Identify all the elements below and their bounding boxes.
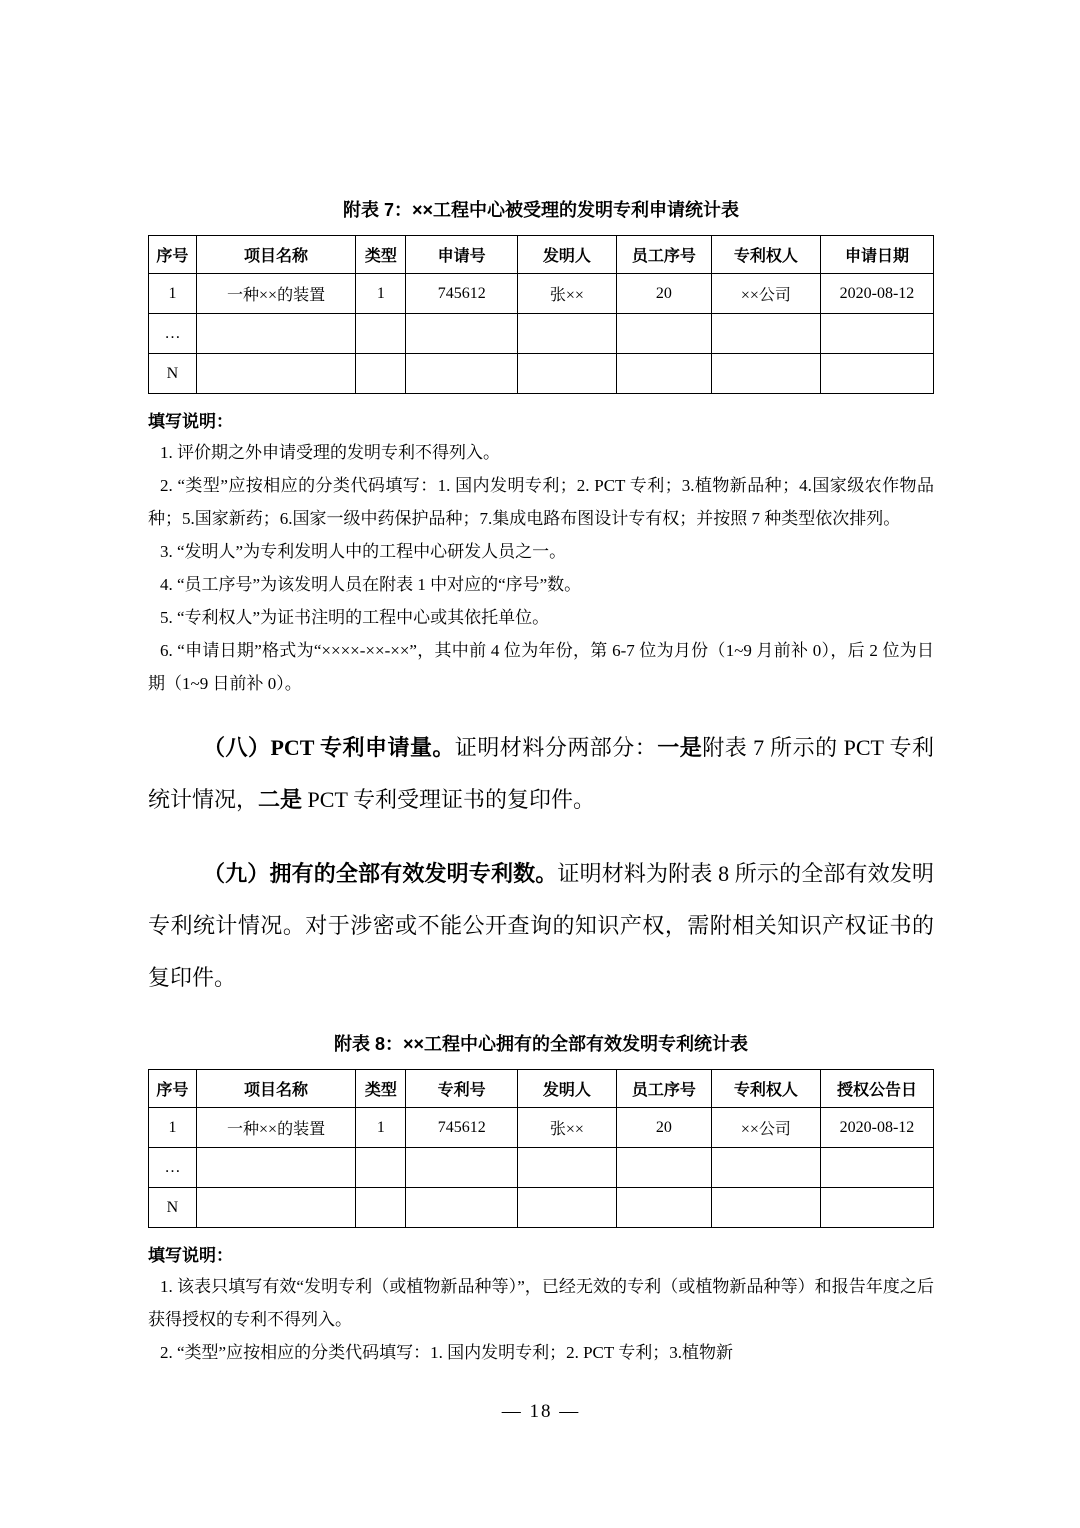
table-cell	[616, 314, 711, 354]
table-cell: 1	[149, 274, 197, 314]
column-header: 员工序号	[616, 1070, 711, 1108]
column-header: 专利权人	[711, 1070, 820, 1108]
table-cell: ××公司	[711, 274, 820, 314]
table-cell	[820, 1188, 933, 1228]
note-item: 2. “类型”应按相应的分类代码填写：1. 国内发明专利；2. PCT 专利；3.植物新	[160, 1343, 733, 1362]
table-cell	[616, 354, 711, 394]
table-cell	[356, 1188, 406, 1228]
table-cell	[196, 1188, 355, 1228]
table-cell: N	[149, 1188, 197, 1228]
table-cell	[356, 314, 406, 354]
note-item: 6. “申请日期”格式为“××××-××-××”，其中前 4 位为年份，第 6-7 位为月份（1~9 月前补 0），后 2 位为日期（1~9 日前补 0）。	[148, 641, 934, 693]
table-cell	[406, 1148, 517, 1188]
table-cell	[196, 314, 355, 354]
note-item: 1. 评价期之外申请受理的发明专利不得列入。	[160, 443, 500, 462]
paragraph-8-text: 证明材料分两部分：	[454, 735, 658, 760]
table-cell: …	[149, 314, 197, 354]
note-item: 3. “发明人”为专利发明人中的工程中心研发人员之一。	[160, 542, 567, 561]
column-header: 发明人	[517, 1070, 616, 1108]
column-header: 专利号	[406, 1070, 517, 1108]
table7-notes-title: 填写说明：	[148, 412, 233, 431]
table-cell: ××公司	[711, 1108, 820, 1148]
column-header: 申请日期	[820, 236, 933, 274]
column-header: 项目名称	[196, 1070, 355, 1108]
table-cell	[711, 1188, 820, 1228]
table-cell	[517, 1148, 616, 1188]
column-header: 序号	[149, 1070, 197, 1108]
column-header: 序号	[149, 236, 197, 274]
table-cell	[196, 354, 355, 394]
table7	[148, 235, 934, 394]
table-cell: 一种××的装置	[196, 1108, 355, 1148]
table-cell: 20	[616, 1108, 711, 1148]
table-cell	[517, 1188, 616, 1228]
note-item: 1. 该表只填写有效“发明专利（或植物新品种等）”，已经无效的专利（或植物新品种等）和报告年度之后获得授权的专利不得列入。	[148, 1277, 934, 1329]
table-row	[149, 1148, 934, 1188]
column-header: 类型	[356, 236, 406, 274]
column-header: 员工序号	[616, 236, 711, 274]
table-cell: 1	[149, 1108, 197, 1148]
table-cell	[406, 314, 517, 354]
table-cell: 张××	[517, 274, 616, 314]
table8-notes-title: 填写说明：	[148, 1246, 233, 1265]
column-header: 发明人	[517, 236, 616, 274]
paragraph-8-emphasis: 一是	[657, 735, 703, 760]
table7-header-row	[149, 236, 934, 274]
table-cell	[616, 1188, 711, 1228]
table-row	[149, 314, 934, 354]
note-item: 4. “员工序号”为该发明人员在附表 1 中对应的“序号”数。	[160, 575, 582, 594]
page-number: — 18 —	[501, 1401, 581, 1422]
column-header: 专利权人	[711, 236, 820, 274]
table-row	[149, 1108, 934, 1148]
table-row	[149, 354, 934, 394]
table-cell	[356, 1148, 406, 1188]
table-row	[149, 274, 934, 314]
table-cell: 20	[616, 274, 711, 314]
note-item: 2. “类型”应按相应的分类代码填写：1. 国内发明专利；2. PCT 专利；3.植物新品种；4.国家级农作物品种；5.国家新药；6.国家一级中药保护品种；7.集成电路布图设计专有权；并按照 7 种类型依次排列。	[148, 476, 934, 528]
table8	[148, 1069, 934, 1228]
column-header: 项目名称	[196, 236, 355, 274]
table-cell	[820, 314, 933, 354]
paragraph-9	[148, 848, 934, 1004]
table8-header-row	[149, 1070, 934, 1108]
paragraph-8-head: （八）PCT 专利申请量。	[203, 735, 455, 760]
table8-title: 附表 8：××工程中心拥有的全部有效发明专利统计表	[333, 1034, 749, 1054]
note-item: 5. “专利权人”为证书注明的工程中心或其依托单位。	[160, 608, 550, 627]
paragraph-8-text: 附表 7 所示的 PCT 专利统计情况，	[148, 735, 934, 812]
paragraph-8-emphasis: 二是	[258, 787, 303, 812]
table-cell	[820, 354, 933, 394]
table-cell	[711, 314, 820, 354]
table-cell: 1	[356, 274, 406, 314]
table-cell: 2020-08-12	[820, 274, 933, 314]
table-cell: 2020-08-12	[820, 1108, 933, 1148]
table-cell	[406, 1188, 517, 1228]
table-cell	[406, 354, 517, 394]
table-cell	[616, 1148, 711, 1188]
table-cell: 1	[356, 1108, 406, 1148]
table-cell: 745612	[406, 1108, 517, 1148]
table-cell: 一种××的装置	[196, 274, 355, 314]
table-row	[149, 1188, 934, 1228]
table-cell	[356, 354, 406, 394]
column-header: 类型	[356, 1070, 406, 1108]
paragraph-8-text: PCT 专利受理证书的复印件。	[302, 787, 595, 812]
table-cell: …	[149, 1148, 197, 1188]
table-cell: N	[149, 354, 197, 394]
table7-title: 附表 7：××工程中心被受理的发明专利申请统计表	[342, 200, 740, 220]
table-cell: 张××	[517, 1108, 616, 1148]
table-cell	[711, 354, 820, 394]
table-cell: 745612	[406, 274, 517, 314]
table-cell	[711, 1148, 820, 1188]
paragraph-8	[148, 722, 934, 826]
paragraph-9-head: （九）拥有的全部有效发明专利数。	[203, 861, 558, 886]
table-cell	[517, 314, 616, 354]
table-cell	[517, 354, 616, 394]
paragraph-9-text: 证明材料为附表 8 所示的全部有效发明专利统计情况。对于涉密或不能公开查询的知识产权，需附相关知识产权证书的复印件。	[148, 861, 934, 990]
table-cell	[196, 1148, 355, 1188]
table-cell	[820, 1148, 933, 1188]
column-header: 授权公告日	[820, 1070, 933, 1108]
column-header: 申请号	[406, 236, 517, 274]
